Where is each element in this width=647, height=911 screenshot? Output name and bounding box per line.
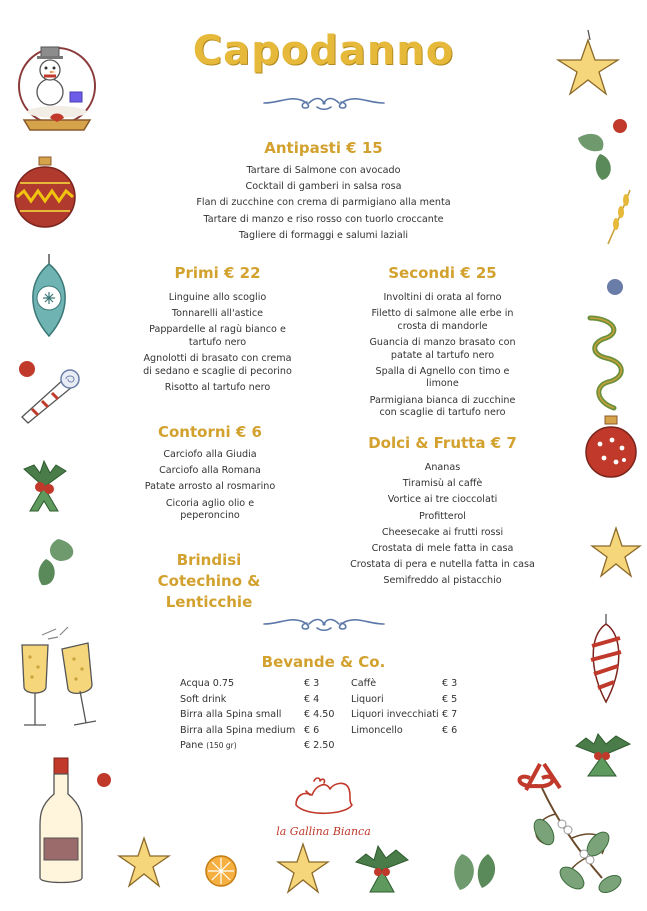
drink-name: Birra alla Spina small: [180, 709, 282, 720]
star-icon: [115, 832, 173, 892]
ornament-icon: [12, 155, 78, 229]
section-brindisi: [118, 550, 300, 613]
list-item: Patate arrosto al rosmarino: [144, 481, 276, 493]
drink-name: Liquori: [351, 693, 384, 705]
brand-name: la Gallina Bianca: [276, 825, 371, 838]
list-item: Flan di zucchine con crema di parmigiano alla menta: [196, 197, 451, 209]
list-item: Semifreddo al pistacchio: [383, 575, 502, 587]
antipasti-heading: Antipasti € 15: [264, 139, 383, 157]
snow-globe-icon: [10, 34, 105, 138]
list-item: Crostata di pera e nutella fatta in casa: [350, 559, 535, 571]
brindisi-heading: Brindisi: [176, 551, 242, 569]
hen-logo-icon: [290, 775, 358, 821]
orange-slice-icon: [202, 852, 240, 890]
berry-icon: [604, 276, 626, 298]
drink-price: € 2.50: [304, 740, 335, 751]
section-antipasti: [120, 139, 527, 246]
drink-row: [180, 738, 480, 754]
flourish-icon: [259, 94, 389, 112]
bevande-heading: Bevande & Co.: [261, 653, 386, 671]
drink-name: Limoncello: [351, 724, 403, 736]
list-item: Carciofo alla Romana: [159, 465, 261, 477]
list-item: Tagliere di formaggi e salumi laziali: [238, 229, 409, 241]
drink-price: € 4: [304, 693, 320, 705]
list-item: Pappardelle al ragù bianco e tartufo nero: [149, 324, 286, 348]
dolci-heading: Dolci & Frutta € 7: [368, 434, 517, 452]
contorni-list: [140, 449, 280, 523]
primi-list: [140, 292, 295, 395]
list-item: Tartare di manzo e riso rosso con tuorlo croccante: [203, 213, 444, 225]
page-title: Capodanno: [192, 28, 455, 74]
list-item: Crostata di mele fatta in casa: [371, 542, 514, 554]
drink-price: € 3: [304, 678, 320, 689]
star-icon: [588, 524, 644, 584]
drink-price: € 7: [442, 709, 458, 720]
flourish-icon: [259, 615, 389, 633]
section-contorni: [140, 423, 280, 526]
list-item: Agnolotti di brasato con crema di sedano e scaglie di pecorino: [143, 353, 292, 377]
drink-name: Acqua 0.75: [180, 678, 235, 689]
drink-row: [180, 723, 480, 739]
drink-name: Pane: [180, 740, 204, 751]
leaf-icon: [36, 535, 80, 589]
list-item: Spalla di Agnello con timo e limone: [375, 365, 510, 390]
drink-price: € 4.50: [304, 709, 335, 720]
list-item: Cocktail di gamberi in salsa rosa: [245, 181, 402, 193]
spiral-icon: [582, 312, 638, 416]
ornament-icon: [584, 414, 638, 480]
list-item: Tartare di Salmone con avocado: [246, 165, 401, 176]
berry-icon: [94, 770, 114, 790]
list-item: Guancia di manzo brasato con patate al tartufo nero: [369, 336, 516, 361]
list-item: Ananas: [424, 462, 461, 473]
section-secondi: [360, 264, 525, 423]
list-item: Filetto di salmone alle erbe in crosta di mandorle: [371, 308, 514, 332]
secondi-heading: Secondi € 25: [388, 264, 497, 282]
list-item: Parmigiana bianca di zucchine con scaglie di tartufo nero: [369, 394, 516, 419]
bottle-icon: [36, 756, 86, 886]
champagne-icon: [12, 625, 108, 737]
list-item: Profitterol: [419, 510, 466, 522]
leaf-icon: [574, 128, 618, 184]
list-item: Carciofo alla Giudia: [163, 449, 257, 460]
dolci-list: [345, 462, 540, 588]
mistletoe-icon: [506, 758, 628, 898]
drink-note: (150 gr): [206, 741, 237, 750]
primi-heading: Primi € 22: [174, 264, 261, 282]
drink-name: Soft drink: [180, 693, 227, 705]
holly-icon: [350, 842, 414, 896]
drink-name: Birra alla Spina medium: [180, 724, 296, 736]
antipasti-list: [120, 165, 527, 242]
leaf-icon: [450, 850, 500, 894]
list-item: Involtini di orata al forno: [383, 292, 502, 303]
ornament-icon: [586, 612, 626, 704]
wheat-icon: [602, 186, 636, 248]
list-item: Risotto al tartufo nero: [164, 381, 271, 393]
section-primi: [140, 264, 295, 398]
star-icon: [552, 26, 624, 102]
list-item: Tiramisù al caffè: [402, 478, 483, 490]
drink-name: Caffè: [351, 678, 377, 689]
drink-price: € 6: [304, 724, 320, 736]
drinks-list: [180, 676, 480, 754]
list-item: Cheesecake ai frutti rossi: [381, 526, 504, 538]
drink-price: € 5: [442, 693, 458, 705]
list-item: Linguine allo scoglio: [168, 292, 267, 303]
party-horn-icon: [14, 365, 84, 425]
list-item: Cicoria aglio olio e peperoncino: [165, 497, 255, 522]
drink-price: € 6: [442, 724, 458, 736]
section-dolci: [345, 434, 540, 592]
star-icon: [272, 838, 334, 898]
drink-row: [180, 692, 480, 708]
holly-icon: [16, 455, 72, 519]
drink-name: Liquori invecchiati: [351, 709, 439, 720]
brindisi-subheading: Cotechino & Lenticchie: [157, 572, 261, 611]
ornament-icon: [24, 250, 74, 340]
drink-name-with-note: [180, 738, 237, 754]
drink-row: [180, 707, 480, 723]
secondi-list: [360, 292, 525, 420]
drink-row: [180, 676, 480, 692]
contorni-heading: Contorni € 6: [157, 423, 262, 441]
drink-price: € 3: [442, 678, 458, 689]
list-item: Tonnarelli all'astice: [171, 308, 264, 320]
list-item: Vortice ai tre cioccolati: [387, 494, 498, 506]
